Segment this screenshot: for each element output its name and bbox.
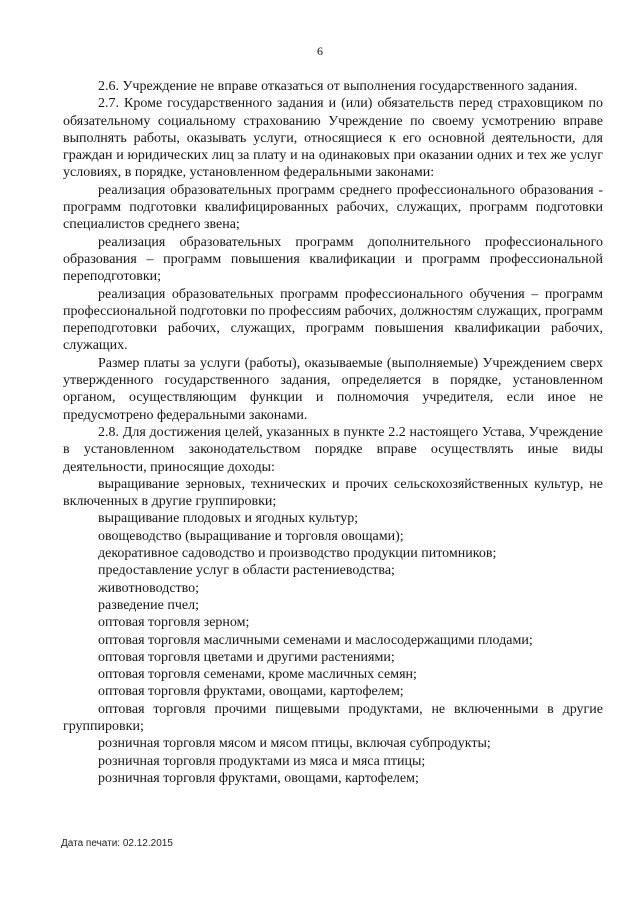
print-date: Дата печати: 02.12.2015 xyxy=(61,838,173,849)
list-item: розничная торговля мясом и мясом птицы, включая субпродукты; xyxy=(98,736,491,752)
list-item: розничная торговля фруктами, овощами, картофелем; xyxy=(98,770,419,786)
list-item: разведение пчел; xyxy=(98,597,199,613)
document-body xyxy=(63,78,603,787)
list-item: оптовая торговля фруктами, овощами, картофелем; xyxy=(98,684,404,700)
list-item: животноводство; xyxy=(98,580,200,596)
list-item: оптовая торговля цветами и другими растениями; xyxy=(98,649,395,665)
list-item: выращивание зерновых, технических и прочих сельскохозяйственных культур, не включенных в другие группировки; xyxy=(63,476,603,510)
paragraph-vocational-training: реализация образовательных программ профессионального обучения – программ профессиональной подготовки по профессиям рабочих, должностям служащих, программ переподготовки рабочих, служащих, программ повышения квалификации рабочих, служащих. xyxy=(63,286,603,354)
list-item: оптовая торговля масличными семенами и маслосодержащими плодами; xyxy=(98,632,533,648)
list-item: выращивание плодовых и ягодных культур; xyxy=(98,511,359,527)
paragraph-2-8: 2.8. Для достижения целей, указанных в пункте 2.2 настоящего Устава, Учреждение в установленном законодательством порядке вправе осуществлять иные виды деятельности, приносящие доходы: xyxy=(63,424,603,475)
list-item: декоративное садоводство и производство продукции питомников; xyxy=(98,546,497,562)
paragraph-fee-amount: Размер платы за услуги (работы), оказываемые (выполняемые) Учреждением сверх утвержденного государственного задания, определяется в порядке, установленном органом, осуществляющим функции и полномочия учредителя, если иное не предусмотрено федеральными законами. xyxy=(63,355,603,423)
page-number: 6 xyxy=(317,44,323,58)
list-item: оптовая торговля зерном; xyxy=(98,615,250,631)
list-item: предоставление услуг в области растениеводства; xyxy=(98,563,395,579)
paragraph-2-6: 2.6. Учреждение не вправе отказаться от выполнения государственного задания. xyxy=(98,79,578,94)
paragraph-2-7: 2.7. Кроме государственного задания и (или) обязательств перед страховщиком по обязательному социальному страхованию Учреждение по своему усмотрению вправе выполнять работы, оказывать услуги, относящиеся к его основной деятельности, для граждан и юридических лиц за плату и на одинаковых при оказании одних и тех же услуг условиях, в порядке, установленном федеральными законами: xyxy=(63,96,603,181)
list-item: оптовая торговля семенами, кроме масличных семян; xyxy=(98,667,417,683)
list-item: овощеводство (выращивание и торговля овощами); xyxy=(98,528,404,544)
list-item: розничная торговля продуктами из мяса и мяса птицы; xyxy=(98,753,426,769)
list-item: оптовая торговля прочими пищевыми продуктами, не включенными в другие группировки; xyxy=(63,701,603,734)
paragraph-secondary-education: реализация образовательных программ среднего профессионального образования - программ подготовки квалифицированных рабочих, служащих, программ подготовки специалистов среднего звена; xyxy=(63,182,603,233)
paragraph-additional-education: реализация образовательных программ дополнительного профессионального образования – программ повышения квалификации и программ профессиональной переподготовки; xyxy=(63,234,603,285)
